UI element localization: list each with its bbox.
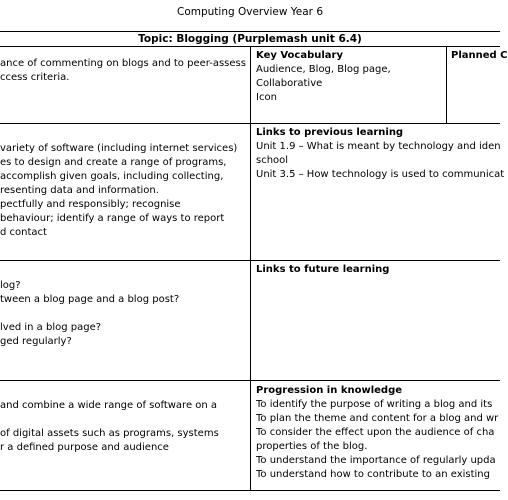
progression-line: properties of the blog. — [256, 441, 368, 452]
future-learning-cell — [256, 263, 500, 277]
key-vocabulary-cell — [256, 49, 444, 105]
outcome-line: and combine a wide range of software on a — [0, 400, 218, 411]
progression-heading: Progression in knowledge — [256, 385, 403, 396]
progression-line: To identify the purpose of writing a blog and its — [256, 399, 493, 410]
previous-learning-cell — [256, 126, 505, 182]
objective-line: ance of commenting on blogs and to peer-assess — [0, 58, 246, 69]
previous-learning-heading: Links to previous learning — [256, 127, 404, 138]
curriculum-line: resenting data and information. — [0, 185, 159, 196]
progression-line: To understand the importance of regularly upda — [256, 455, 496, 466]
document-title: Computing Overview Year 6 — [176, 6, 323, 18]
planned-column-divider — [446, 46, 447, 123]
objectives-cell — [0, 57, 248, 85]
curriculum-line: variety of software (including internet services) — [0, 143, 238, 154]
planned-heading: Planned C — [451, 50, 508, 61]
column-divider — [250, 46, 251, 490]
planned-cell — [451, 49, 508, 63]
curriculum-line: accomplish given goals, including collecting, — [0, 171, 224, 182]
curriculum-line: pectfully and responsibly; recognise — [0, 199, 181, 210]
previous-learning-line: Unit 3.5 – How technology is used to communicat — [256, 169, 505, 180]
outcome-line: of digital assets such as programs, systems — [0, 428, 219, 439]
progression-line: To understand how to contribute to an existing — [256, 469, 490, 480]
vocabulary-line: Collaborative — [256, 78, 323, 89]
future-learning-heading: Links to future learning — [256, 264, 390, 275]
question-line: ged regularly? — [0, 336, 72, 347]
progression-cell — [256, 384, 500, 482]
vocabulary-line: Icon — [256, 92, 277, 103]
question-line: log? — [0, 280, 21, 291]
objective-line: ccess criteria. — [0, 72, 70, 83]
table-bottom-border — [0, 490, 500, 491]
vocabulary-line: Audience, Blog, Blog page, — [256, 64, 391, 75]
question-line: lved in a blog page? — [0, 322, 102, 333]
topic-heading: Topic: Blogging (Purplemash unit 6.4) — [138, 33, 362, 45]
progression-line: To consider the effect upon the audience of cha — [256, 427, 495, 438]
question-line — [0, 307, 248, 321]
curriculum-line: es to design and create a range of programs, — [0, 157, 227, 168]
progression-line: To plan the theme and content for a blog and wr — [256, 413, 499, 424]
curriculum-line: behaviour; identify a range of ways to report — [0, 213, 225, 224]
previous-learning-line: Unit 1.9 – What is meant by technology and iden — [256, 141, 501, 152]
outcomes-cell — [0, 399, 248, 455]
previous-learning-line: school — [256, 155, 289, 166]
questions-cell — [0, 279, 248, 349]
curriculum-cell — [0, 142, 248, 240]
outcome-line — [0, 413, 248, 427]
question-line: tween a blog page and a blog post? — [0, 294, 180, 305]
curriculum-line: d contact — [0, 227, 47, 238]
key-vocabulary-heading: Key Vocabulary — [256, 50, 343, 61]
outcome-line: r a defined purpose and audience — [0, 442, 169, 453]
